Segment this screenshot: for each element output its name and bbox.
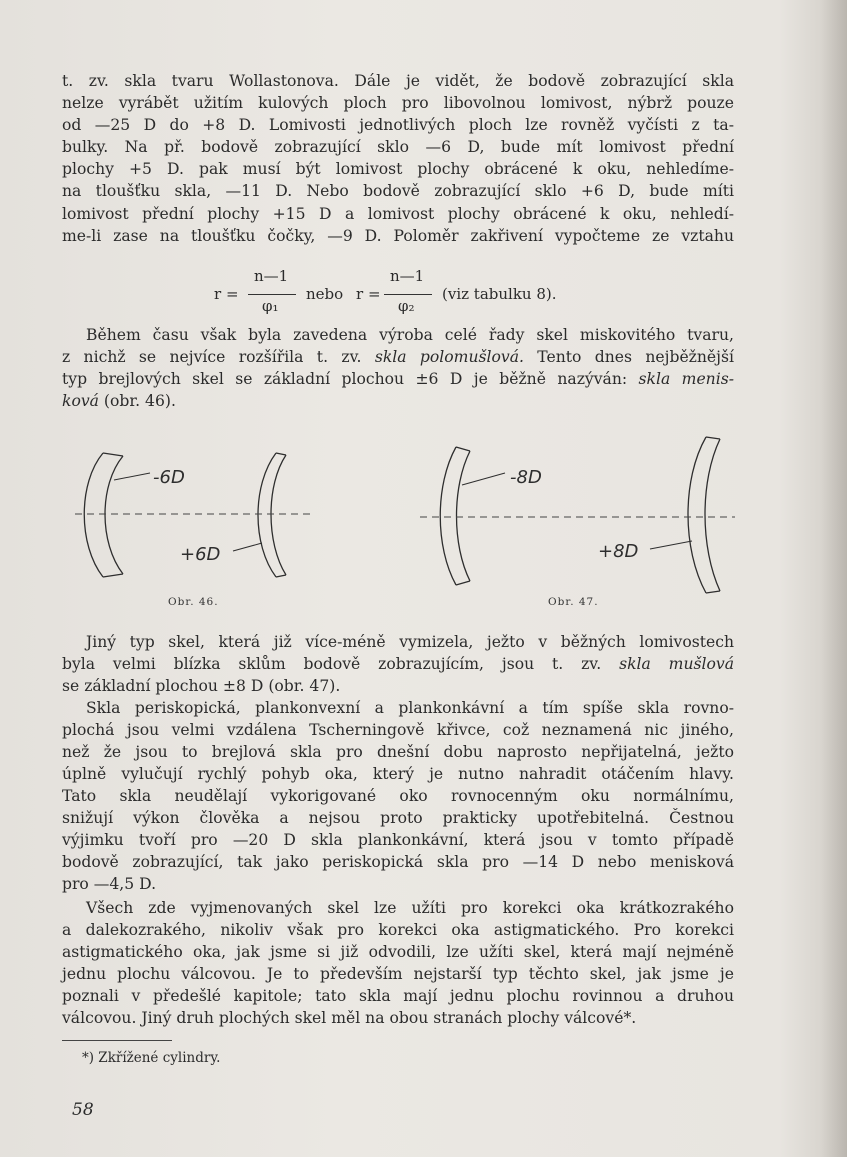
- formula-denominator: φ₁: [262, 297, 279, 315]
- text-line: plochá jsou velmi vzdálena Tscherningově křivce, což neznamená nic jiného,: [62, 721, 734, 739]
- text-line: z nichž se nejvíce rozšířila t. zv. skla polomušlová. Tento dnes nejběžnější: [62, 348, 734, 366]
- text-line: pro —4,5 D.: [62, 875, 157, 893]
- leader-line: [462, 473, 505, 485]
- text-line: Jiný typ skel, která již více-méně vymizela, ježto v běžných lomivostech: [86, 633, 734, 651]
- text-line: Všech zde vyjmenovaných skel lze užíti pro korekci oka krátkozrakého: [86, 899, 734, 917]
- text-line: úplně vylučují rychlý pohyb oka, který je nutno nahradit otáčením hlavy.: [62, 765, 734, 783]
- fig46-label-plus: +6D: [180, 544, 221, 565]
- formula-numerator: n—1: [254, 267, 289, 285]
- text-line: snižují výkon člověka a nejsou proto prakticky upotřebitelná. Čestnou: [62, 809, 734, 827]
- radius-formula: [214, 267, 634, 327]
- text-line: me-li zase na tloušťku čočky, —9 D. Poloměr zakřivení vypočteme ze vztahu: [62, 227, 734, 245]
- fig47-label-plus: +8D: [598, 541, 639, 562]
- text-line: a dalekozrakého, nikoliv však pro korekci oka astigmatického. Pro korekci: [62, 921, 734, 939]
- figure-caption: Obr. 46.: [168, 596, 219, 608]
- text-line: bulky. Na př. bodově zobrazující sklo —6 D, bude mít lomivost přední: [62, 138, 734, 156]
- page-number: 58: [72, 1100, 94, 1120]
- text-line: ková (obr. 46).: [62, 392, 176, 410]
- text-line: typ brejlových skel se základní plochou ±6 D je běžně nazýván: skla menis-: [62, 370, 734, 388]
- fig46-label-minus: -6D: [153, 467, 185, 488]
- formula-note: (viz tabulku 8).: [442, 285, 557, 303]
- formula-denominator: φ₂: [398, 297, 415, 315]
- text-line: od —25 D do +8 D. Lomivosti jednotlivých ploch lze rovněž vyčísti z ta-: [62, 116, 734, 134]
- leader-line: [114, 473, 150, 480]
- lens-figures: [0, 425, 847, 625]
- text-line: poznali v předešlé kapitole; tato skla mají jednu plochu rovinnou a druhou: [62, 987, 734, 1005]
- text-line: Tato skla neudělají vykorigované oko rovnocenným oku normálnímu,: [62, 787, 734, 805]
- text-line: t. zv. skla tvaru Wollastonova. Dále je vidět, že bodově zobrazující skla: [62, 72, 734, 90]
- formula-connector: nebo: [306, 285, 344, 303]
- text-line: nelze vyrábět užitím kulových ploch pro libovolnou lomivost, nýbrž pouze: [62, 94, 734, 112]
- leader-line: [233, 543, 262, 551]
- text-line: astigmatického oka, jak jsme si již odvodili, lze užíti skel, která mají nejméně: [62, 943, 734, 961]
- figure-caption: Obr. 47.: [548, 596, 599, 608]
- text-line: válcovou. Jiný druh plochých skel měl na obou stranách plochy válcové*.: [62, 1009, 637, 1027]
- formula-numerator: n—1: [390, 267, 425, 285]
- text-line: byla velmi blízka sklům bodově zobrazujícím, jsou t. zv. skla mušlová: [62, 655, 734, 673]
- text-line: bodově zobrazující, tak jako periskopická skla pro —14 D nebo menisková: [62, 853, 734, 871]
- fig47-label-minus: -8D: [510, 467, 542, 488]
- text-line: se základní plochou ±8 D (obr. 47).: [62, 677, 341, 695]
- leader-line: [650, 541, 692, 549]
- text-line: Během času však byla zavedena výroba celé řady skel miskovitého tvaru,: [86, 326, 734, 344]
- footnote: *) Zkřížené cylindry.: [82, 1050, 221, 1066]
- formula-lhs: r =: [214, 285, 239, 303]
- formula-lhs: r =: [356, 285, 381, 303]
- text-line: plochy +5 D. pak musí být lomivost plochy obrácené k oku, nehledíme-: [62, 160, 734, 178]
- text-line: Skla periskopická, plankonvexní a plankonkávní a tím spíše skla rovno-: [86, 699, 734, 717]
- fraction-bar: [248, 294, 296, 295]
- text-line: jednu plochu válcovou. Je to především nejstarší typ těchto skel, jak jsme je: [62, 965, 734, 983]
- text-line: na tloušťku skla, —11 D. Nebo bodově zobrazující sklo +6 D, bude míti: [62, 182, 734, 200]
- text-line: výjimku tvoří pro —20 D skla plankonkávní, která jsou v tomto případě: [62, 831, 734, 849]
- text-line: než že jsou to brejlová skla pro dnešní dobu naprosto nepřijatelná, ježto: [62, 743, 734, 761]
- fraction-bar: [384, 294, 432, 295]
- text-line: lomivost přední plochy +15 D a lomivost plochy obrácené k oku, nehledí-: [62, 205, 734, 223]
- footnote-rule: [62, 1040, 172, 1041]
